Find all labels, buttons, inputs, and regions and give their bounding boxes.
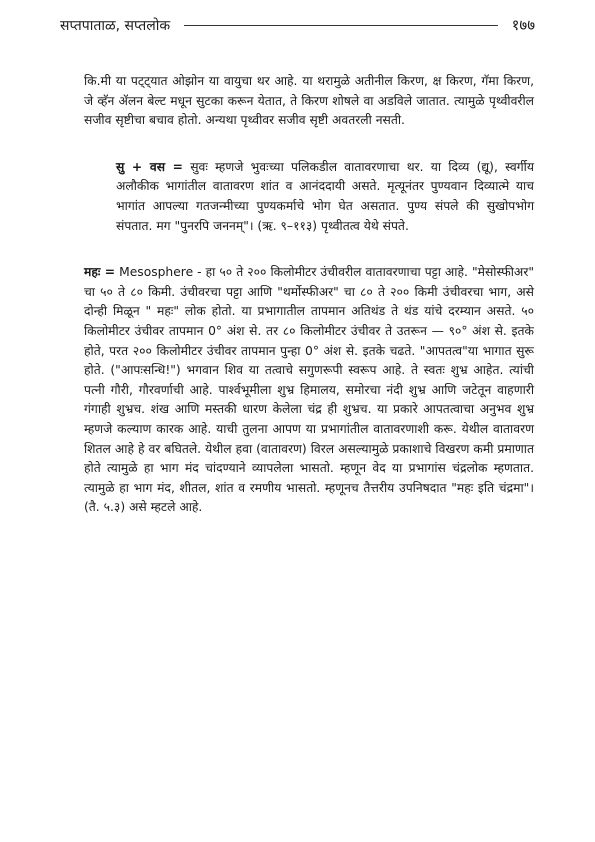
paragraph-mahah-heading: महः = (84, 265, 116, 280)
running-title: सप्तपाताळ, सप्तलोक (60, 17, 171, 34)
paragraph-mahah (84, 263, 534, 518)
paragraph-suvah-heading: सु + वस = (116, 159, 183, 174)
paragraph-mahah-text: Mesosphere - हा ५० ते २०० किलोमीटर उंचीवरील वातावरणाचा पट्टा आहे. "मेसोस्फीअर" चा ५० ते ८० किमी. उंचीवरचा पट्टा आणि "थर्मोस्फीअर" चा ८० ते २०० किमी उंचीवरचा भाग, असे दोन्ही मिळून " महः" लोक होतो. या प्रभागातील तापमान अतिथंड ते थंड यांचे दरम्यान असते. ५० किलोमीटर उंचीवर तापमान 0° अंश से. तर ८० किलोमीटर उंचीवर ते उतरून — ९०° अंश से. इतके होते, परत २०० किलोमीटर उंचीवर तापमान पुन्हा 0° अंश से. इतके चढते. "आपतत्व"या भागात सुरू होते. ("आपःसन्धि!") भगवान शिव या तत्वाचे सगुणरूपी स्वरूप आहे. ते स्वतः शुभ्र आहेत. त्यांची पत्नी गौरी, गौरवर्णाची आहे. पार्श्वभूमीला शुभ्र हिमालय, समोरचा नंदी शुभ्र आणि जटेतून वाहणारी गंगाही शुभ्रच. शंख आणि मस्तकी धारण केलेला चंद्र ही शुभ्रच. या प्रकारे आपतत्वाचा अनुभव शुभ्र म्हणजे कल्याण कारक आहे. याची तुलना आपण या प्रभागांतील वातावरणाशी करू. येथील वातावरण शितल आहे हे वर बघितले. येथील हवा (वातावरण) विरल असल्यामुळे प्रकाशाचे विखरण कमी प्रमाणात होते त्यामुळे हा भाग मंद चांदण्याने व्यापलेला भासतो. म्हणून वेद या प्रभागांस चंद्रलोक म्हणतात. त्यामुळे हा भाग मंद, शीतल, शांत व रमणीय भासतो. म्हणूनच तैत्तरीय उपनिषदात "महः इति चंद्रमा"। (तै. ५.३) असे म्हटले आहे. (84, 265, 535, 515)
header-rule (184, 25, 497, 26)
paragraph-ozone-text: कि.मी या पट्ट्यात ओझोन या वायुचा थर आहे. या थरामुळे अतीनील किरण, क्ष किरण, गॅमा किरण, जे व्हॅन ॲलन बेल्ट मधून सुटका करून येतात, ते किरण शोषले वा अडविले जातात. त्यामुळे पृथ्वीवरील सजीव सृष्टीचा बचाव होतो. अन्यथा पृथ्वीवर सजीव सृष्टी अवतरली नसती. (84, 74, 534, 128)
page-body (84, 72, 534, 545)
paragraph-suvah-text: सुवः म्हणजे भुवःच्या पलिकडील वातावरणाचा थर. या दिव्य (द्यू), स्वर्गीय अलौकीक भागांतील वातावरण शांत व आनंददायी असते. मृत्यूनंतर पुण्यवान दिव्यात्मे याच भागांत आपल्या गतजन्मीच्या पुण्यकर्माचे भोग घेत असतात. पुण्य संपले की सुखोपभोग संपतात. मग "पुनरपि जननम्"। (ऋ. ९–११३) पृथ्वीतत्व येथे संपते. (116, 159, 534, 233)
page-number: १७७ (511, 16, 535, 34)
paragraph-suvah (84, 158, 534, 236)
page-header (60, 14, 535, 36)
paragraph-ozone (84, 72, 534, 131)
